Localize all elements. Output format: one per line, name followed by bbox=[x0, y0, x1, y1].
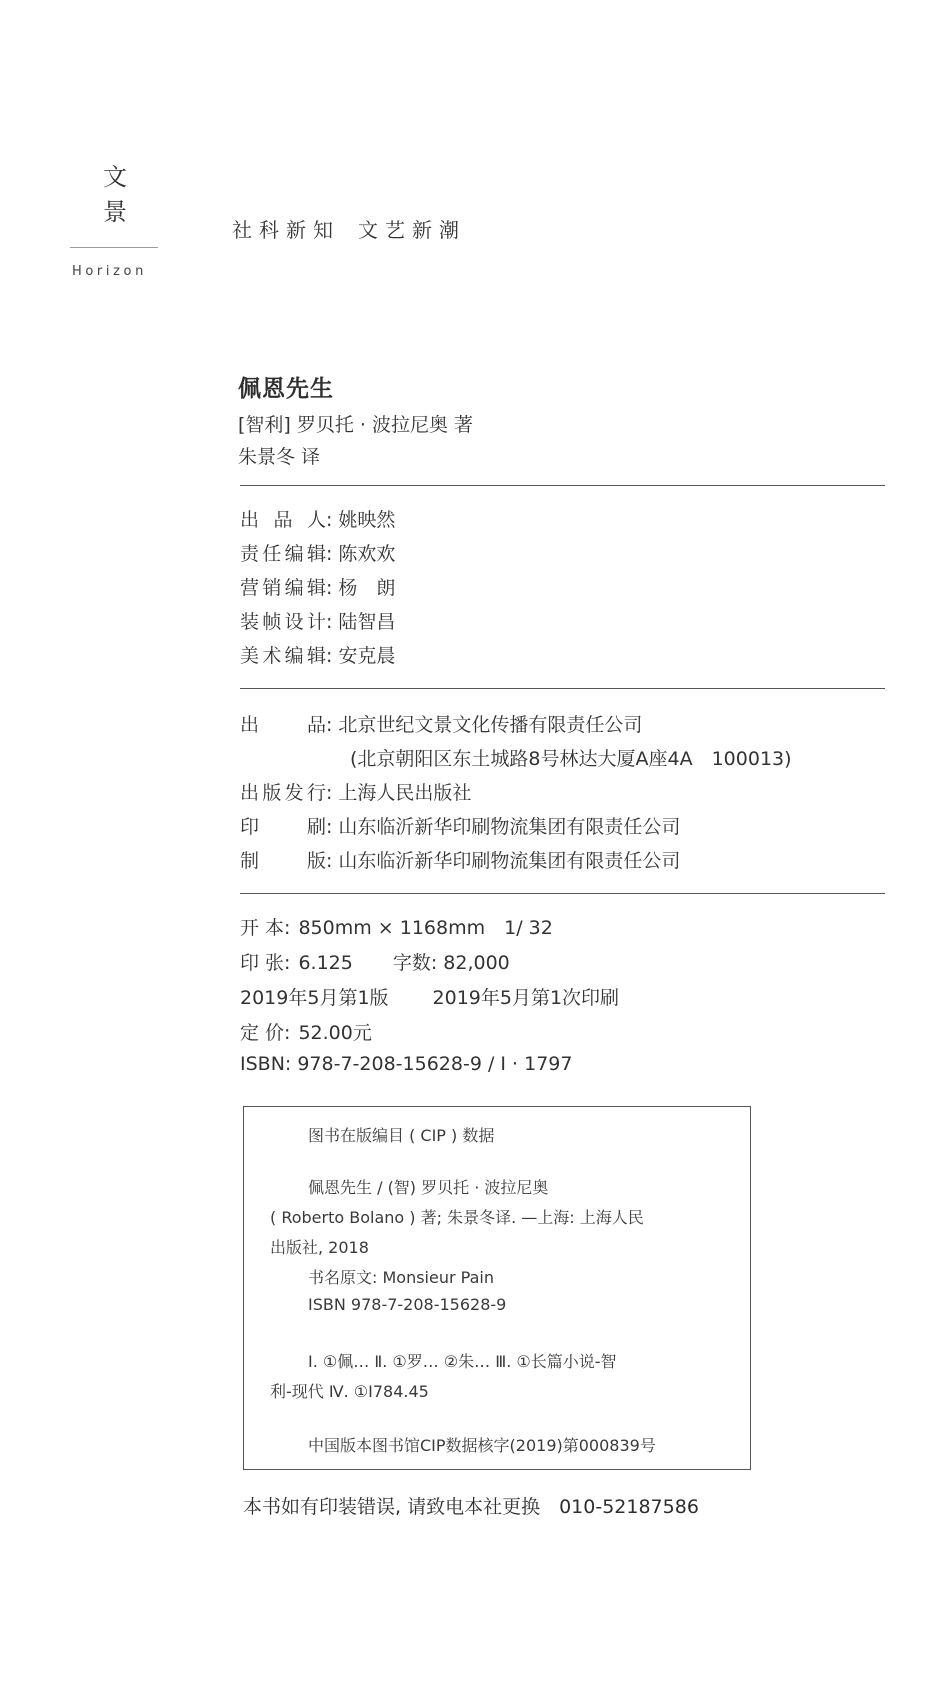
producer-sep: : bbox=[326, 714, 333, 736]
plate-label: 制版 bbox=[240, 850, 326, 872]
credit-row-art-editor bbox=[240, 641, 395, 668]
format-value: 850mm × 1168mm 1/ 32 bbox=[298, 917, 553, 939]
isbn-row bbox=[240, 1053, 572, 1075]
brand-english-name: Horizon bbox=[72, 264, 147, 279]
tagline-right: 文艺新潮 bbox=[358, 218, 466, 242]
cip-line-7: 利-现代 Ⅳ. ①I784.45 bbox=[270, 1382, 429, 1401]
credit-value: 安克晨 bbox=[338, 645, 396, 667]
brand-char-2: 景 bbox=[103, 198, 127, 226]
credit-row-producer bbox=[240, 505, 395, 532]
printing-text: 2019年5月第1次印刷 bbox=[432, 987, 620, 1009]
printer-label: 印刷 bbox=[240, 816, 326, 838]
producer-label: 出品 bbox=[240, 714, 326, 736]
divider-3 bbox=[240, 893, 885, 894]
words-label: 字数: bbox=[392, 952, 438, 974]
credit-value: 陈欢欢 bbox=[338, 543, 396, 565]
price-label: 定 价: bbox=[240, 1022, 291, 1044]
sheets-label: 印 张: bbox=[240, 952, 291, 974]
distributor-row bbox=[240, 778, 471, 805]
credit-label: 营销编辑 bbox=[240, 577, 326, 599]
credit-sep: : bbox=[326, 611, 333, 633]
plate-sep: : bbox=[326, 850, 333, 872]
credit-row-editor bbox=[240, 539, 395, 566]
cip-line-1: 佩恩先生 / (智) 罗贝托 · 波拉尼奥 bbox=[308, 1178, 549, 1197]
sheets-row bbox=[240, 948, 510, 975]
credit-sep: : bbox=[326, 543, 333, 565]
producer-row bbox=[240, 710, 642, 737]
cip-line-6: Ⅰ. ①佩… Ⅱ. ①罗… ②朱… Ⅲ. ①长篇小说-智 bbox=[308, 1352, 617, 1371]
format-label: 开 本: bbox=[240, 917, 291, 939]
price-row bbox=[240, 1018, 372, 1045]
divider-1 bbox=[240, 485, 885, 486]
producer-address-row bbox=[350, 744, 792, 771]
credit-value: 陆智昌 bbox=[338, 611, 396, 633]
credit-label: 美术编辑 bbox=[240, 645, 326, 667]
credit-sep: : bbox=[326, 645, 333, 667]
tagline-left: 社科新知 bbox=[232, 218, 340, 242]
cip-heading: 图书在版编目 ( CIP ) 数据 bbox=[308, 1126, 495, 1145]
credit-label: 出品人 bbox=[240, 509, 326, 531]
cip-line-2: ( Roberto Bolano ) 著; 朱景冬译. —上海: 上海人民 bbox=[270, 1208, 644, 1227]
credit-sep: : bbox=[326, 509, 333, 531]
credit-row-design bbox=[240, 607, 395, 634]
brand-divider bbox=[70, 247, 158, 248]
cip-line-4: 书名原文: Monsieur Pain bbox=[308, 1268, 494, 1287]
cip-data-box bbox=[243, 1106, 751, 1470]
distributor-sep: : bbox=[326, 782, 333, 804]
isbn-value: 978-7-208-15628-9 / I · 1797 bbox=[297, 1053, 573, 1075]
series-tagline bbox=[232, 214, 466, 243]
sheets-value: 6.125 bbox=[298, 952, 353, 974]
edition-text: 2019年5月第1版 bbox=[240, 987, 389, 1009]
credit-label: 装帧设计 bbox=[240, 611, 326, 633]
format-row bbox=[240, 913, 553, 940]
credit-value: 杨 朗 bbox=[338, 577, 396, 599]
plate-value: 山东临沂新华印刷物流集团有限责任公司 bbox=[338, 850, 681, 872]
credit-value: 姚映然 bbox=[338, 509, 396, 531]
printer-value: 山东临沂新华印刷物流集团有限责任公司 bbox=[338, 816, 681, 838]
author-line: [智利] 罗贝托 · 波拉尼奥 著 bbox=[238, 414, 474, 436]
words-value: 82,000 bbox=[443, 952, 510, 974]
credit-row-marketing bbox=[240, 573, 395, 600]
brand-char-1: 文 bbox=[103, 163, 127, 191]
producer-address: (北京朝阳区东土城路8号林达大厦A座4A 100013) bbox=[350, 748, 792, 770]
plate-row bbox=[240, 846, 680, 873]
credit-sep: : bbox=[326, 577, 333, 599]
price-value: 52.00元 bbox=[298, 1022, 372, 1044]
credit-label: 责任编辑 bbox=[240, 543, 326, 565]
book-title: 佩恩先生 bbox=[238, 376, 334, 402]
distributor-label: 出版发行 bbox=[240, 782, 326, 804]
cip-line-5: ISBN 978-7-208-15628-9 bbox=[308, 1295, 507, 1314]
edition-row bbox=[240, 983, 619, 1010]
translator-line: 朱景冬 译 bbox=[238, 446, 321, 468]
printer-sep: : bbox=[326, 816, 333, 838]
printer-row bbox=[240, 812, 680, 839]
isbn-label: ISBN: bbox=[240, 1053, 292, 1075]
misprint-contact-note: 本书如有印装错误, 请致电本社更换 010-52187586 bbox=[243, 1496, 699, 1518]
cip-line-3: 出版社, 2018 bbox=[270, 1238, 369, 1257]
distributor-value: 上海人民出版社 bbox=[338, 782, 472, 804]
cip-line-8: 中国版本图书馆CIP数据核字(2019)第000839号 bbox=[308, 1436, 656, 1455]
divider-2 bbox=[240, 688, 885, 689]
producer-value: 北京世纪文景文化传播有限责任公司 bbox=[338, 714, 643, 736]
